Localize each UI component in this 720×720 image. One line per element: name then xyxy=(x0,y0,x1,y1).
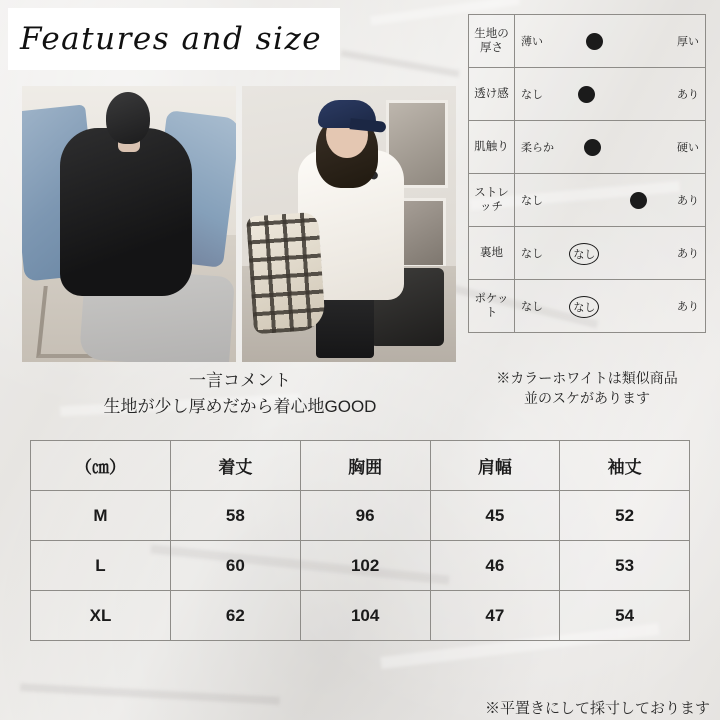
scale-track xyxy=(546,200,674,201)
property-note-line: ※カラーホワイトは類似商品 xyxy=(496,370,678,386)
property-label: ポケッ ト xyxy=(469,280,515,333)
scale-track xyxy=(546,41,674,42)
photo-model-head xyxy=(106,92,150,144)
scale-marker-dot xyxy=(584,139,601,156)
scale-right-label: あり xyxy=(677,301,699,313)
size-table-cell: 47 xyxy=(430,591,560,641)
scale-marker-ring: なし xyxy=(569,296,599,318)
scale-right-label: あり xyxy=(677,89,699,101)
size-table-cell: 62 xyxy=(171,591,301,641)
page-title: Features and size xyxy=(20,21,323,57)
scale-track xyxy=(546,248,674,261)
property-note xyxy=(462,368,712,409)
size-table-cell: 96 xyxy=(300,491,430,541)
size-table-cell: L xyxy=(31,541,171,591)
model-photo-white-top xyxy=(242,86,456,362)
size-table-header-cell: （㎝） xyxy=(31,441,171,491)
table-row xyxy=(31,541,690,591)
page-title-box xyxy=(8,8,340,70)
size-table-header-cell: 袖丈 xyxy=(560,441,690,491)
property-row xyxy=(469,280,706,333)
property-scale xyxy=(515,121,706,174)
size-table-cell: 102 xyxy=(300,541,430,591)
scale-right-label: 厚い xyxy=(677,36,699,48)
size-table-head xyxy=(31,441,690,491)
scale-left-label: 柔らか xyxy=(521,142,554,154)
property-label: 肌触り xyxy=(469,121,515,174)
size-table-header-cell: 胸囲 xyxy=(300,441,430,491)
size-table-cell: XL xyxy=(31,591,171,641)
scale-track xyxy=(546,147,674,148)
property-scale xyxy=(515,68,706,121)
size-table-body xyxy=(31,491,690,641)
measurement-note: ※平置きにして採寸しております xyxy=(484,700,710,717)
scale-left-label: なし xyxy=(521,248,543,260)
scale-right-label: あり xyxy=(677,248,699,260)
property-label: 生地の 厚さ xyxy=(469,15,515,68)
property-label: 裏地 xyxy=(469,227,515,280)
table-row xyxy=(31,591,690,641)
comment-block xyxy=(22,368,458,419)
scale-marker-ring: なし xyxy=(569,243,599,265)
size-table-cell: 46 xyxy=(430,541,560,591)
model-photo-black-top xyxy=(22,86,236,362)
size-table-cell: 104 xyxy=(300,591,430,641)
property-row xyxy=(469,121,706,174)
property-table xyxy=(468,14,706,333)
size-table-cell: 54 xyxy=(560,591,690,641)
size-table-cell: 45 xyxy=(430,491,560,541)
property-table-body xyxy=(469,15,706,333)
property-scale xyxy=(515,227,706,280)
property-scale xyxy=(515,174,706,227)
property-scale xyxy=(515,280,706,333)
size-table-header-cell: 着丈 xyxy=(171,441,301,491)
comment-body: 生地が少し厚めだから着心地GOOD xyxy=(103,396,377,416)
size-table xyxy=(30,440,690,641)
size-table-cell: 60 xyxy=(171,541,301,591)
scale-right-label: 硬い xyxy=(677,142,699,154)
scale-left-label: なし xyxy=(521,301,543,313)
property-row xyxy=(469,174,706,227)
scale-marker-dot xyxy=(586,33,603,50)
size-table-header-row xyxy=(31,441,690,491)
table-row xyxy=(31,491,690,541)
property-row xyxy=(469,68,706,121)
photo-plaid-scarf xyxy=(246,212,326,335)
property-label: ストレ ッチ xyxy=(469,174,515,227)
photo-model-top xyxy=(60,128,192,296)
size-table-cell: 53 xyxy=(560,541,690,591)
size-table-cell: 52 xyxy=(560,491,690,541)
scale-marker-dot xyxy=(578,86,595,103)
property-scale xyxy=(515,15,706,68)
size-table-header-cell: 肩幅 xyxy=(430,441,560,491)
property-row xyxy=(469,227,706,280)
scale-track xyxy=(546,301,674,314)
scale-right-label: あり xyxy=(677,195,699,207)
property-label: 透け感 xyxy=(469,68,515,121)
size-table-cell: M xyxy=(31,491,171,541)
property-note-line: 並のスケがあります xyxy=(524,390,650,407)
scale-left-label: なし xyxy=(521,89,543,101)
size-table-cell: 58 xyxy=(171,491,301,541)
texture-stroke xyxy=(340,50,459,78)
comment-heading: 一言コメント xyxy=(189,371,291,390)
scale-track xyxy=(546,94,674,95)
scale-left-label: なし xyxy=(521,195,543,207)
property-row xyxy=(469,15,706,68)
scale-left-label: 薄い xyxy=(521,36,543,48)
scale-marker-dot xyxy=(630,192,647,209)
